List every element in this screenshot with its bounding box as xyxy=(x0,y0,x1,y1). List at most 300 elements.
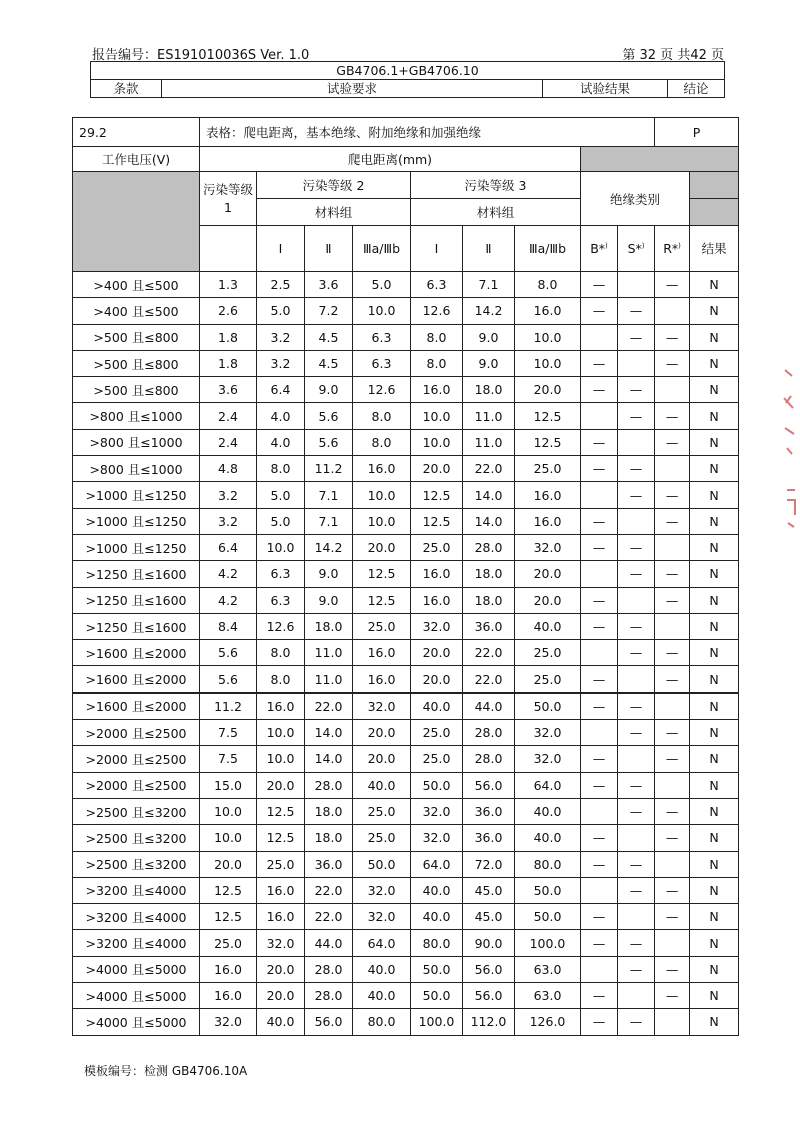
result-value: N xyxy=(690,298,739,324)
pd3-group2-value: 36.0 xyxy=(463,613,515,639)
pd2-group2-value: 36.0 xyxy=(305,851,353,877)
pd1-value: 15.0 xyxy=(200,772,257,798)
pd2-group3-value: 80.0 xyxy=(353,1009,411,1035)
basic-mark xyxy=(581,877,618,903)
pd2-group2-value: 22.0 xyxy=(305,904,353,930)
pd3-group3-value: 12.5 xyxy=(515,403,581,429)
voltage-range: >4000 且≤5000 xyxy=(73,956,200,982)
pd2-group2-value: 9.0 xyxy=(305,377,353,403)
pd3-group1-value: 20.0 xyxy=(411,456,463,482)
standard-header-table xyxy=(90,61,725,98)
supplementary-mark: — xyxy=(618,403,655,429)
supplementary-mark: — xyxy=(618,877,655,903)
table-row xyxy=(73,429,739,455)
pd3-group1-value: 8.0 xyxy=(411,324,463,350)
pd1-value: 2.4 xyxy=(200,403,257,429)
table-row xyxy=(73,983,739,1009)
pd1-value: 12.5 xyxy=(200,904,257,930)
pd3-group1-value: 25.0 xyxy=(411,534,463,560)
basic-mark: — xyxy=(581,429,618,455)
supplementary-mark: — xyxy=(618,798,655,824)
pd3-group1-value: 100.0 xyxy=(411,1009,463,1035)
result-value: N xyxy=(690,904,739,930)
supplementary-mark xyxy=(618,666,655,693)
pd3-group2-value: 7.1 xyxy=(463,272,515,298)
pd3-group2-value: 18.0 xyxy=(463,561,515,587)
pd3-group3-value: 25.0 xyxy=(515,456,581,482)
pd2-group3-value: 6.3 xyxy=(353,324,411,350)
pd3-group1-value: 40.0 xyxy=(411,904,463,930)
pd3-group1-value: 12.5 xyxy=(411,508,463,534)
table-row xyxy=(73,825,739,851)
template-number: 模板编号：检测 GB4706.10A xyxy=(84,1064,248,1078)
supplementary-mark xyxy=(618,587,655,613)
voltage-range: >1250 且≤1600 xyxy=(73,561,200,587)
pd2-group1-value: 20.0 xyxy=(257,983,305,1009)
pd1-value: 7.5 xyxy=(200,720,257,746)
pd2-group1-value: 2.5 xyxy=(257,272,305,298)
voltage-range: >1250 且≤1600 xyxy=(73,613,200,639)
pd1-value: 12.5 xyxy=(200,877,257,903)
pd2-group1-value: 4.0 xyxy=(257,403,305,429)
clause-verdict: P xyxy=(655,118,739,147)
pd3-group1-value: 25.0 xyxy=(411,720,463,746)
pd1-value: 3.2 xyxy=(200,482,257,508)
reinforced-mark: — xyxy=(655,720,690,746)
supplementary-mark: — xyxy=(618,1009,655,1035)
supplementary-mark xyxy=(618,983,655,1009)
voltage-range: >400 且≤500 xyxy=(73,298,200,324)
report-number: 报告编号：ES191010036S Ver. 1.0 xyxy=(92,48,310,63)
basic-mark xyxy=(581,324,618,350)
reinforced-mark: — xyxy=(655,877,690,903)
voltage-range: >500 且≤800 xyxy=(73,324,200,350)
pd3-group3-value: 126.0 xyxy=(515,1009,581,1035)
pd2-group2-value: 56.0 xyxy=(305,1009,353,1035)
pd2-group1-value: 8.0 xyxy=(257,456,305,482)
page-header xyxy=(92,44,724,62)
reinforced-mark: — xyxy=(655,825,690,851)
table-row xyxy=(73,403,739,429)
voltage-range: >3200 且≤4000 xyxy=(73,930,200,956)
supplementary-mark xyxy=(618,272,655,298)
pd3-group2-value: 45.0 xyxy=(463,904,515,930)
voltage-range: >2500 且≤3200 xyxy=(73,798,200,824)
pd2-group2-value: 22.0 xyxy=(305,877,353,903)
pd3-group3-value: 63.0 xyxy=(515,956,581,982)
pd2-group3-value: 12.5 xyxy=(353,561,411,587)
pd2-group3-value: 12.5 xyxy=(353,587,411,613)
supplementary-mark: — xyxy=(618,298,655,324)
pd3-group2-value: 14.0 xyxy=(463,508,515,534)
pd3-group3-value: 16.0 xyxy=(515,298,581,324)
pd3-group2-value: 56.0 xyxy=(463,983,515,1009)
reinforced-mark xyxy=(655,851,690,877)
pd3-group3-value: 32.0 xyxy=(515,746,581,772)
pd2-group1-value: 3.2 xyxy=(257,350,305,376)
pd2-group2-value: 14.2 xyxy=(305,534,353,560)
voltage-range: >1000 且≤1250 xyxy=(73,508,200,534)
voltage-range: >2000 且≤2500 xyxy=(73,720,200,746)
reinforced-insulation-header: R*) xyxy=(655,226,690,272)
gray-cell xyxy=(690,199,739,226)
reinforced-mark xyxy=(655,534,690,560)
table-row xyxy=(73,904,739,930)
pd2-group3-value: 40.0 xyxy=(353,772,411,798)
pd2-group1-value: 5.0 xyxy=(257,298,305,324)
result-value: N xyxy=(690,429,739,455)
voltage-range: >2500 且≤3200 xyxy=(73,825,200,851)
pd3-group2-value: 18.0 xyxy=(463,377,515,403)
supplementary-mark: — xyxy=(618,956,655,982)
voltage-range: >3200 且≤4000 xyxy=(73,904,200,930)
voltage-range: >500 且≤800 xyxy=(73,350,200,376)
pd3-group2-value: 11.0 xyxy=(463,429,515,455)
pd3-group2-value: 14.2 xyxy=(463,298,515,324)
voltage-range: >1000 且≤1250 xyxy=(73,534,200,560)
pd2-group2-value: 44.0 xyxy=(305,930,353,956)
pd3-group1-value: 32.0 xyxy=(411,613,463,639)
pd2-group1-value: 5.0 xyxy=(257,482,305,508)
pd2-group1-value: 40.0 xyxy=(257,1009,305,1035)
voltage-range: >800 且≤1000 xyxy=(73,429,200,455)
table-row xyxy=(73,746,739,772)
clause-header: 条款 xyxy=(91,80,162,98)
result-value: N xyxy=(690,825,739,851)
voltage-range: >800 且≤1000 xyxy=(73,403,200,429)
supplementary-mark: — xyxy=(618,720,655,746)
pd2-group1-value: 6.4 xyxy=(257,377,305,403)
result-value: N xyxy=(690,324,739,350)
reinforced-mark xyxy=(655,377,690,403)
table-row xyxy=(73,851,739,877)
pd2-group3-value: 25.0 xyxy=(353,798,411,824)
basic-mark: — xyxy=(581,930,618,956)
pd2-group3-value: 10.0 xyxy=(353,508,411,534)
pd1-value: 3.6 xyxy=(200,377,257,403)
voltage-range: >800 且≤1000 xyxy=(73,456,200,482)
table-row xyxy=(73,877,739,903)
pd2-group2-value: 11.2 xyxy=(305,456,353,482)
table-row xyxy=(73,456,739,482)
pd3-group1-value: 40.0 xyxy=(411,693,463,720)
pd3-group3-value: 10.0 xyxy=(515,324,581,350)
pd2-group3-value: 32.0 xyxy=(353,904,411,930)
supplementary-mark xyxy=(618,350,655,376)
basic-mark: — xyxy=(581,534,618,560)
basic-mark xyxy=(581,403,618,429)
pd3-group1-value: 64.0 xyxy=(411,851,463,877)
pd2-group2-value: 4.5 xyxy=(305,350,353,376)
pd2-group2-value: 18.0 xyxy=(305,825,353,851)
group-2-header: Ⅱ xyxy=(463,226,515,272)
pd2-group3-value: 32.0 xyxy=(353,877,411,903)
supplementary-mark: — xyxy=(618,772,655,798)
pd2-group3-value: 16.0 xyxy=(353,666,411,693)
pd2-group1-value: 32.0 xyxy=(257,930,305,956)
result-value: N xyxy=(690,746,739,772)
result-value: N xyxy=(690,720,739,746)
table-row xyxy=(73,561,739,587)
result-value: N xyxy=(690,956,739,982)
reinforced-mark: — xyxy=(655,403,690,429)
group-3-header: Ⅲa/Ⅲb xyxy=(353,226,411,272)
pd2-group1-value: 4.0 xyxy=(257,429,305,455)
pd2-group2-value: 14.0 xyxy=(305,746,353,772)
pd3-group1-value: 8.0 xyxy=(411,350,463,376)
pd3-group2-value: 112.0 xyxy=(463,1009,515,1035)
insulation-header: 绝缘类别 xyxy=(581,172,690,226)
pd1-header: 污染等级 1 xyxy=(200,172,257,226)
pd2-group3-value: 64.0 xyxy=(353,930,411,956)
reinforced-mark: — xyxy=(655,429,690,455)
supplementary-mark: — xyxy=(618,377,655,403)
reinforced-mark xyxy=(655,772,690,798)
supplementary-mark: — xyxy=(618,561,655,587)
red-seal-fragment xyxy=(785,485,797,530)
table-row xyxy=(73,298,739,324)
reinforced-mark: — xyxy=(655,666,690,693)
result-value: N xyxy=(690,456,739,482)
result-value: N xyxy=(690,772,739,798)
pd2-group3-value: 16.0 xyxy=(353,456,411,482)
result-value: N xyxy=(690,482,739,508)
pd1-value: 5.6 xyxy=(200,640,257,666)
supplementary-mark: — xyxy=(618,930,655,956)
basic-mark: — xyxy=(581,1009,618,1035)
pd3-group2-value: 28.0 xyxy=(463,534,515,560)
basic-mark xyxy=(581,640,618,666)
supplementary-mark: — xyxy=(618,324,655,350)
pd2-group1-value: 12.5 xyxy=(257,798,305,824)
reinforced-mark: — xyxy=(655,482,690,508)
pd2-group1-value: 16.0 xyxy=(257,877,305,903)
clause-number: 29.2 xyxy=(73,118,200,147)
pd3-group3-value: 32.0 xyxy=(515,534,581,560)
reinforced-mark: — xyxy=(655,272,690,298)
result-value: N xyxy=(690,877,739,903)
page-number: 第 32 页 共42 页 xyxy=(622,48,724,63)
supplementary-mark xyxy=(618,429,655,455)
pd2-group2-value: 22.0 xyxy=(305,693,353,720)
supplementary-insulation-header: S*) xyxy=(618,226,655,272)
pd1-value: 7.5 xyxy=(200,746,257,772)
pd3-group2-value: 9.0 xyxy=(463,324,515,350)
pd3-group1-value: 12.5 xyxy=(411,482,463,508)
table-row xyxy=(73,640,739,666)
pd2-group1-value: 6.3 xyxy=(257,587,305,613)
voltage-header: 工作电压(V) xyxy=(73,147,200,172)
table-row xyxy=(73,482,739,508)
clause-title: 表格：爬电距离，基本绝缘、附加绝缘和加强绝缘 xyxy=(200,118,655,147)
voltage-range: >4000 且≤5000 xyxy=(73,983,200,1009)
pd3-group2-value: 14.0 xyxy=(463,482,515,508)
red-seal-fragment xyxy=(782,368,796,458)
pd3-group1-value: 16.0 xyxy=(411,587,463,613)
pd1-value: 1.3 xyxy=(200,272,257,298)
basic-mark: — xyxy=(581,350,618,376)
pd3-group3-value: 8.0 xyxy=(515,272,581,298)
basic-mark xyxy=(581,561,618,587)
pd3-group3-value: 20.0 xyxy=(515,377,581,403)
basic-mark: — xyxy=(581,272,618,298)
table-row xyxy=(73,613,739,639)
result-value: N xyxy=(690,1009,739,1035)
pd3-group3-value: 100.0 xyxy=(515,930,581,956)
result-column-header: 结果 xyxy=(690,226,739,272)
table-row xyxy=(73,272,739,298)
table-row xyxy=(73,1009,739,1035)
pd2-header: 污染等级 2 xyxy=(257,172,411,199)
reinforced-mark xyxy=(655,1009,690,1035)
pd3-group2-value: 90.0 xyxy=(463,930,515,956)
pd3-group2-value: 36.0 xyxy=(463,798,515,824)
pd1-value: 8.4 xyxy=(200,613,257,639)
reinforced-mark xyxy=(655,456,690,482)
pd3-group3-value: 32.0 xyxy=(515,720,581,746)
result-value: N xyxy=(690,798,739,824)
result-value: N xyxy=(690,930,739,956)
basic-mark xyxy=(581,956,618,982)
pd2-group1-value: 10.0 xyxy=(257,534,305,560)
basic-mark: — xyxy=(581,904,618,930)
pd2-group3-value: 25.0 xyxy=(353,825,411,851)
pd3-group3-value: 20.0 xyxy=(515,587,581,613)
table-row xyxy=(73,772,739,798)
pd3-group1-value: 40.0 xyxy=(411,877,463,903)
creepage-table xyxy=(72,117,739,1036)
pd3-group1-value: 25.0 xyxy=(411,746,463,772)
pd3-group3-value: 40.0 xyxy=(515,613,581,639)
pd3-group3-value: 25.0 xyxy=(515,666,581,693)
pd1-value: 32.0 xyxy=(200,1009,257,1035)
pd2-group2-value: 18.0 xyxy=(305,613,353,639)
pd2-group2-value: 18.0 xyxy=(305,798,353,824)
supplementary-mark: — xyxy=(618,693,655,720)
pd3-group2-value: 18.0 xyxy=(463,587,515,613)
basic-mark: — xyxy=(581,851,618,877)
voltage-range: >4000 且≤5000 xyxy=(73,1009,200,1035)
group-1-header: Ⅰ xyxy=(411,226,463,272)
pd2-group1-value: 16.0 xyxy=(257,693,305,720)
pd2-group1-value: 12.6 xyxy=(257,613,305,639)
table-row xyxy=(73,534,739,560)
supplementary-mark: — xyxy=(618,640,655,666)
pd3-group2-value: 44.0 xyxy=(463,693,515,720)
creepage-header: 爬电距离(mm) xyxy=(200,147,581,172)
pd2-group2-value: 7.1 xyxy=(305,482,353,508)
pd3-group1-value: 50.0 xyxy=(411,983,463,1009)
pd3-group2-value: 28.0 xyxy=(463,720,515,746)
basic-mark: — xyxy=(581,456,618,482)
pd3-group1-value: 16.0 xyxy=(411,561,463,587)
pd2-group1-value: 12.5 xyxy=(257,825,305,851)
pd3-group2-value: 22.0 xyxy=(463,456,515,482)
supplementary-mark xyxy=(618,904,655,930)
pd3-group1-value: 50.0 xyxy=(411,956,463,982)
pd2-group3-value: 8.0 xyxy=(353,403,411,429)
reinforced-mark: — xyxy=(655,904,690,930)
basic-mark xyxy=(581,720,618,746)
pd2-group1-value: 8.0 xyxy=(257,666,305,693)
table-row xyxy=(73,930,739,956)
pd2-group2-value: 11.0 xyxy=(305,640,353,666)
pd2-group2-value: 7.2 xyxy=(305,298,353,324)
pd3-group1-value: 20.0 xyxy=(411,666,463,693)
pd2-group3-value: 12.6 xyxy=(353,377,411,403)
pd2-group3-value: 40.0 xyxy=(353,983,411,1009)
pd1-value: 11.2 xyxy=(200,693,257,720)
pd3-group3-value: 16.0 xyxy=(515,508,581,534)
pd2-group3-value: 8.0 xyxy=(353,429,411,455)
basic-mark: — xyxy=(581,983,618,1009)
table-row xyxy=(73,508,739,534)
pd1-blank xyxy=(200,226,257,272)
basic-mark xyxy=(581,482,618,508)
pd2-group1-value: 10.0 xyxy=(257,720,305,746)
pd2-group1-value: 8.0 xyxy=(257,640,305,666)
pd3-group2-value: 45.0 xyxy=(463,877,515,903)
pd2-group3-value: 40.0 xyxy=(353,956,411,982)
basic-mark: — xyxy=(581,825,618,851)
pd2-group3-value: 25.0 xyxy=(353,613,411,639)
pd3-group3-value: 20.0 xyxy=(515,561,581,587)
voltage-range: >2000 且≤2500 xyxy=(73,746,200,772)
gray-cell xyxy=(581,147,739,172)
pd2-group2-value: 14.0 xyxy=(305,720,353,746)
voltage-range: >2500 且≤3200 xyxy=(73,851,200,877)
basic-mark: — xyxy=(581,508,618,534)
pd3-group1-value: 32.0 xyxy=(411,798,463,824)
pd3-group2-value: 36.0 xyxy=(463,825,515,851)
pd3-group2-value: 56.0 xyxy=(463,772,515,798)
pd3-group1-value: 16.0 xyxy=(411,377,463,403)
pd1-value: 1.8 xyxy=(200,350,257,376)
pd2-group2-value: 28.0 xyxy=(305,772,353,798)
table-row xyxy=(73,587,739,613)
voltage-range: >2000 且≤2500 xyxy=(73,772,200,798)
pd2-group3-value: 20.0 xyxy=(353,720,411,746)
pd2-group3-value: 10.0 xyxy=(353,298,411,324)
pd3-group1-value: 10.0 xyxy=(411,429,463,455)
basic-insulation-header: B*) xyxy=(581,226,618,272)
pd3-group3-value: 10.0 xyxy=(515,350,581,376)
supplementary-mark: — xyxy=(618,456,655,482)
supplementary-mark: — xyxy=(618,482,655,508)
reinforced-mark xyxy=(655,693,690,720)
basic-mark: — xyxy=(581,772,618,798)
result-value: N xyxy=(690,377,739,403)
pd2-group1-value: 25.0 xyxy=(257,851,305,877)
voltage-range: >1250 且≤1600 xyxy=(73,587,200,613)
pd3-group3-value: 25.0 xyxy=(515,640,581,666)
pd3-group1-value: 20.0 xyxy=(411,640,463,666)
pd3-group1-value: 10.0 xyxy=(411,403,463,429)
pd1-value: 16.0 xyxy=(200,983,257,1009)
table-row xyxy=(73,798,739,824)
pd1-value: 10.0 xyxy=(200,825,257,851)
supplementary-mark xyxy=(618,508,655,534)
reinforced-mark: — xyxy=(655,983,690,1009)
basic-mark xyxy=(581,798,618,824)
reinforced-mark: — xyxy=(655,640,690,666)
result-value: N xyxy=(690,983,739,1009)
pd3-group3-value: 40.0 xyxy=(515,798,581,824)
verdict-header: 结论 xyxy=(668,80,725,98)
basic-mark: — xyxy=(581,377,618,403)
gray-cell xyxy=(690,172,739,199)
reinforced-mark: — xyxy=(655,324,690,350)
